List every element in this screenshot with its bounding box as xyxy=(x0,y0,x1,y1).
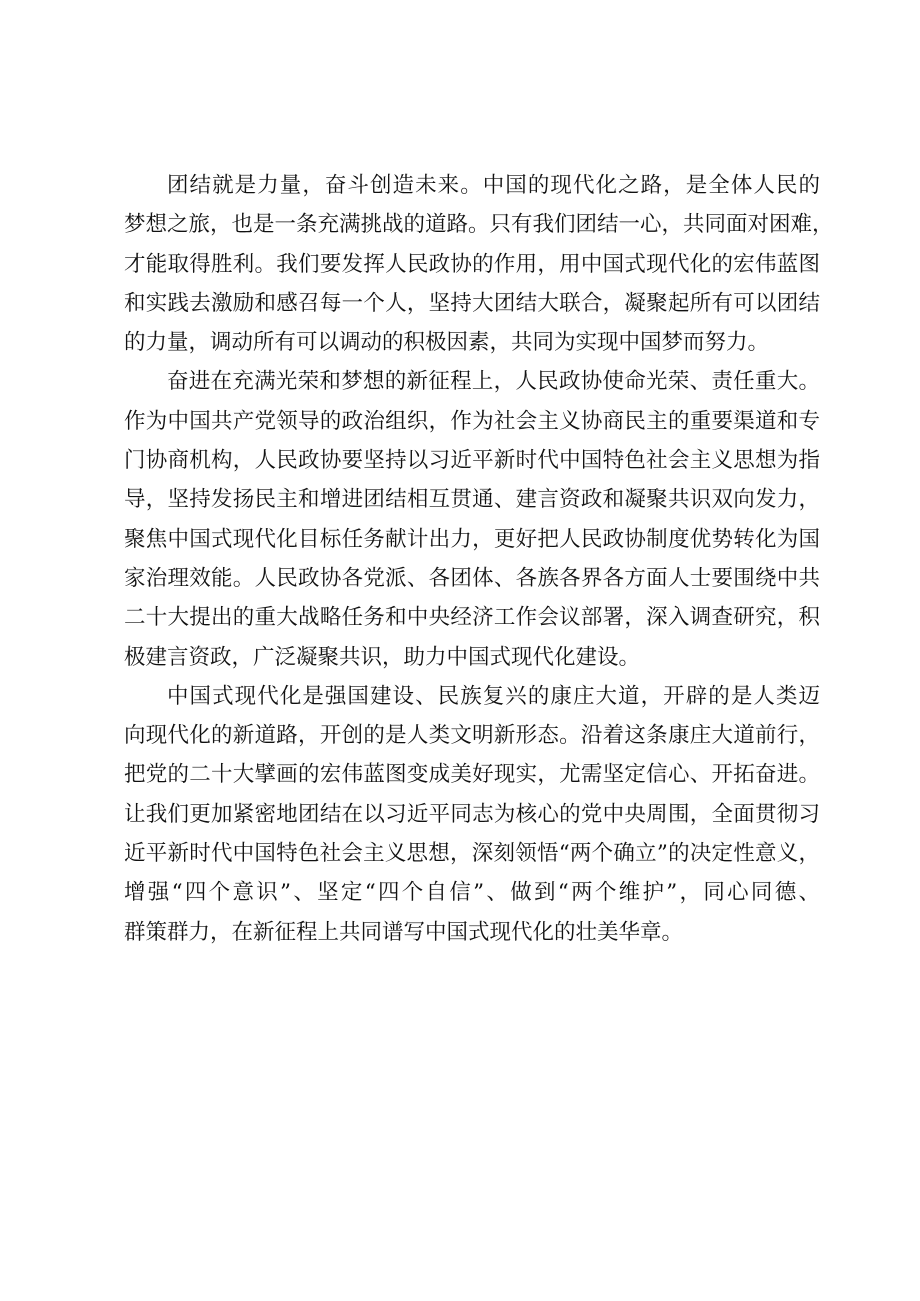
paragraph-line: 中国式现代化是强国建设、民族复兴的康庄大道，开辟的是人类迈 xyxy=(167,683,820,709)
paragraph-line: 门协商机构，人民政协要坚持以习近平新时代中国特色社会主义思想为指 xyxy=(124,448,820,474)
paragraph-2 xyxy=(124,362,820,676)
paragraph-line: 群策群力，在新征程上共同谱写中国式现代化的壮美华章。 xyxy=(124,919,684,945)
paragraph-line: 增强“四个意识”、坚定“四个自信”、做到“两个维护”，同心同德、 xyxy=(124,880,820,906)
document-body xyxy=(124,166,834,952)
paragraph-line: 近平新时代中国特色社会主义思想，深刻领悟“两个确立”的决定性意义， xyxy=(124,841,820,867)
paragraph-line: 和实践去激励和感召每一个人，坚持大团结大联合，凝聚起所有可以团结 xyxy=(124,290,820,316)
paragraph-line: 让我们更加紧密地团结在以习近平同志为核心的党中央周围，全面贯彻习 xyxy=(124,801,820,827)
paragraph-line: 团结就是力量，奋斗创造未来。中国的现代化之路，是全体人民的 xyxy=(167,173,820,198)
paragraph-line: 梦想之旅，也是一条充满挑战的道路。只有我们团结一心，共同面对困难， xyxy=(124,212,834,238)
paragraph-line: 作为中国共产党领导的政治组织，作为社会主义协商民主的重要渠道和专 xyxy=(124,408,820,434)
paragraph-line: 极建言资政，广泛凝聚共识，助力中国式现代化建设。 xyxy=(124,644,641,670)
paragraph-line: 向现代化的新道路，开创的是人类文明新形态。沿着这条康庄大道前行， xyxy=(124,723,820,749)
paragraph-1 xyxy=(124,166,834,362)
paragraph-line: 聚焦中国式现代化目标任务献计出力，更好把人民政协制度优势转化为国 xyxy=(124,526,820,552)
paragraph-line: 才能取得胜利。我们要发挥人民政协的作用，用中国式现代化的宏伟蓝图 xyxy=(124,251,820,277)
paragraph-line: 家治理效能。人民政协各党派、各团体、各族各界各方面人士要围绕中共 xyxy=(124,565,820,591)
paragraph-line: 把党的二十大擘画的宏伟蓝图变成美好现实，尤需坚定信心、开拓奋进。 xyxy=(124,762,820,788)
paragraph-line: 奋进在充满光荣和梦想的新征程上，人民政协使命光荣、责任重大。 xyxy=(167,369,820,395)
paragraph-line: 二十大提出的重大战略任务和中央经济工作会议部署，深入调查研究，积 xyxy=(124,605,820,631)
paragraph-line: 的力量，调动所有可以调动的积极因素，共同为实现中国梦而努力。 xyxy=(124,330,770,356)
paragraph-line: 导，坚持发扬民主和增进团结相互贯通、建言资政和凝聚共识双向发力， xyxy=(124,487,820,513)
paragraph-3 xyxy=(124,677,820,952)
